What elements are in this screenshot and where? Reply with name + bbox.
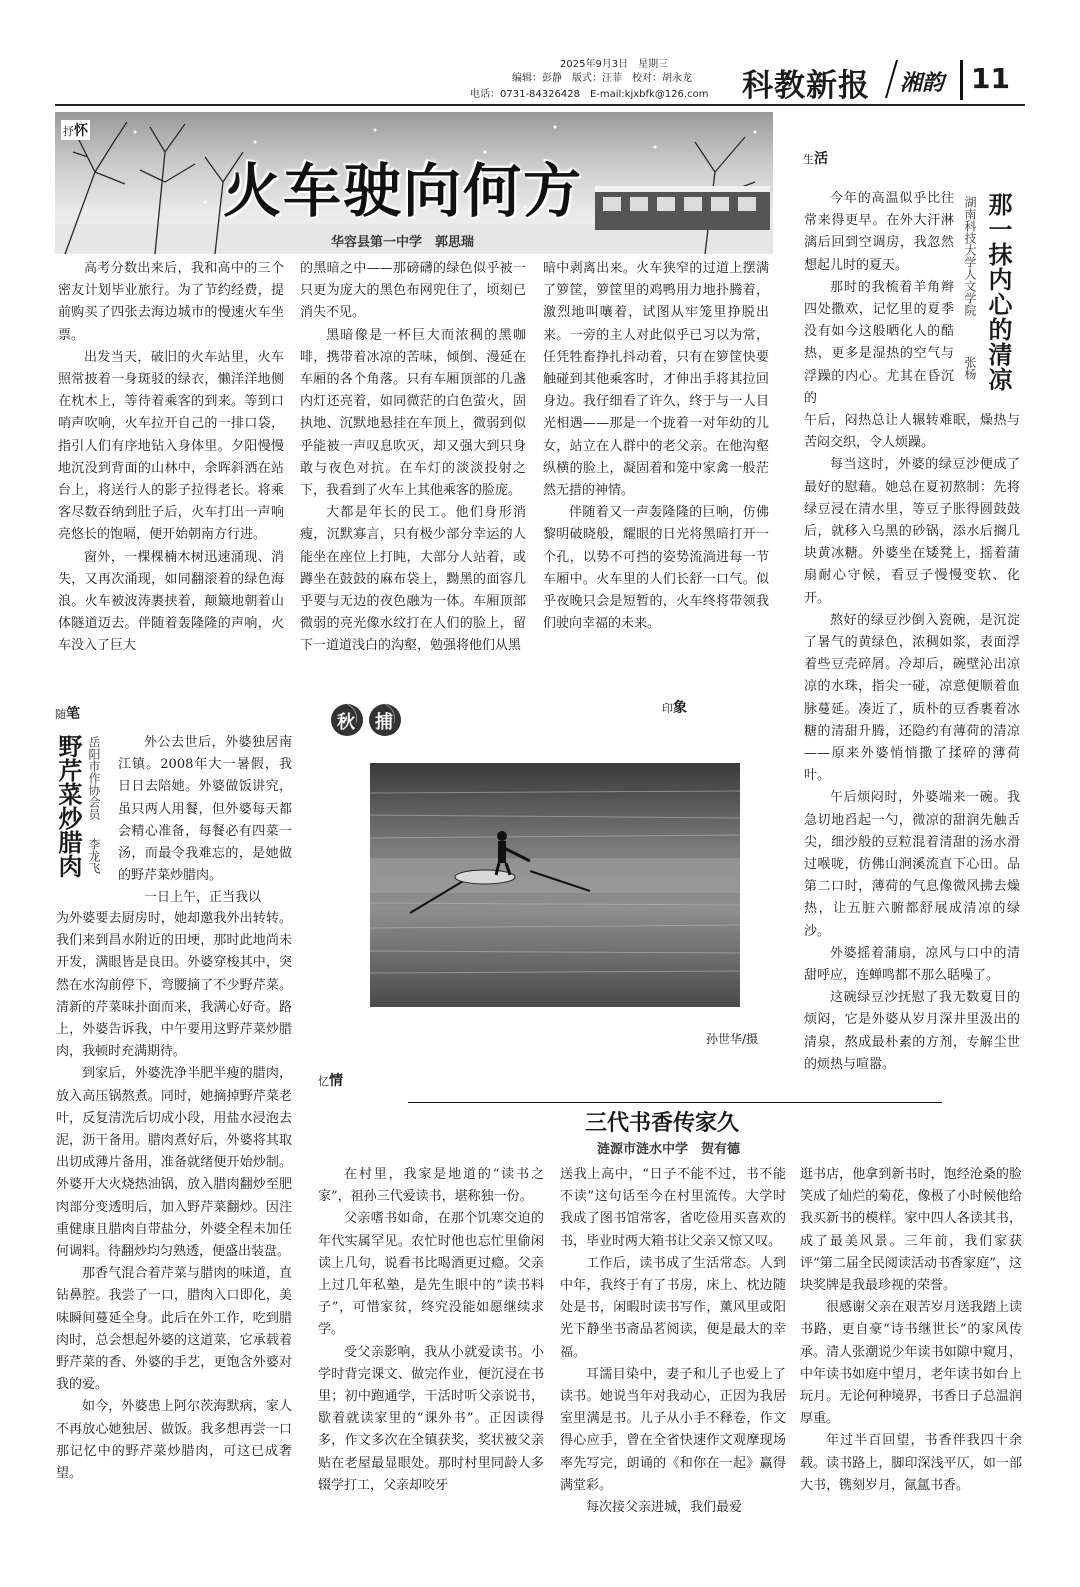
issue-date: 2025年9月3日 星期三 bbox=[560, 59, 669, 70]
tag-big-char: 情 bbox=[329, 1073, 343, 1089]
paragraph: 一日上午，正当我以 bbox=[144, 890, 262, 906]
paragraph: 外婆摇着蒲扇，凉风与口中的清甜呼应，连蝉鸣都不那么聒噪了。 bbox=[804, 945, 1020, 984]
header-rule bbox=[55, 104, 1025, 106]
paragraph: 黑暗像是一杯巨大而浓稠的黑咖啡，携带着冰凉的苦味，倾倒、漫延在车厢的各个角落。只有车厢顶部的几盏内灯还亮着，如同微茫的白色萤火，固执地、沉默地悬挂在车顶上，微弱到似乎能被一声叹息吹灭，却又强大到只身敢与夜色对抗。在车灯的淡淡投射之下，我看到了火车上其他乘客的脸庞。 bbox=[300, 327, 526, 499]
river-fisherman-photo bbox=[370, 763, 740, 1007]
paragraph: 午后，闷热总让人辗转难眠，燥热与苦闷交织，令人烦躁。 bbox=[804, 413, 1020, 451]
paragraph: 大都是年长的民工。他们身形消瘦，沉默寡言，只有极少部分幸运的人能坐在座位上打盹，大部分人站着，或蹲坐在鼓鼓的麻布袋上，黝黑的面容几乎要与无边的夜色融为一体。车厢顶部微弱的亮光像水纹打在人们的脸上，留下一道道浅白的沟壑，勉强将他们从黑 bbox=[300, 505, 526, 654]
badge-char: 捕 bbox=[375, 712, 393, 733]
photo-scene bbox=[370, 763, 740, 1007]
paragraph: 在村里，我家是地道的“读书之家”，祖孙三代爱读书，堪称独一份。 bbox=[318, 1167, 544, 1205]
article4-column-2 bbox=[560, 1164, 786, 1550]
section-tag-yiqing bbox=[318, 1070, 343, 1090]
article2-main-column bbox=[804, 410, 1020, 1072]
article-title: 野芹菜炒腊肉 bbox=[54, 734, 82, 878]
section-tag-yinxiang bbox=[662, 697, 687, 717]
paragraph: 今年的高温似乎比往常来得更早。在外大汗淋漓后回到空调房，我忽然想起儿时的夏天。 bbox=[804, 191, 954, 273]
badge-char: 秋 bbox=[337, 712, 355, 733]
paragraph: 工作后，读书成了生活常态。人到中年，我终于有了书房，床上、枕边随处是书，闲暇时读书写作，薰风里或阳光下静坐书斋品茗阅读，便是最大的幸福。 bbox=[560, 1255, 786, 1360]
tag-big-char: 象 bbox=[673, 700, 687, 716]
paragraph: 午后烦闷时，外婆端来一碗。我急切地舀起一勺，微凉的甜润先触舌尖，细沙般的豆粒混着清甜的汤水滑过喉咙，仿佛山涧溪流直下心田。品第二口时，薄荷的气息像微风拂去燥热，让五脏六腑都舒展成清凉的绿沙。 bbox=[804, 790, 1020, 939]
article4-column-3 bbox=[800, 1164, 1022, 1550]
article-title: 三代书香传家久 bbox=[585, 1111, 740, 1136]
section-tag-suibi bbox=[55, 703, 80, 723]
paragraph: 熬好的绿豆沙倒入瓷碗，是沉淀了暑气的黄绿色，浓稠如浆，表面浮着些豆壳碎屑。冷却后，碗壁沁出凉凉的水珠，指尖一碰，凉意便顺着血脉蔓延。凑近了，质朴的豆香裹着冰糖的清甜升腾，还隐约有薄荷的清凉——原来外婆悄悄撒了揉碎的薄荷叶。 bbox=[804, 612, 1020, 784]
paragraph: 那时的我梳着羊角辫四处撒欢，记忆里的夏季没有如今这般晒化人的酷热，更多是湿热的空气与浮躁的内心。尤其在昏沉的 bbox=[804, 279, 954, 406]
paragraph: 逛书店，他拿到新书时，饱经沧桑的脸笑成了灿烂的菊花，像极了小时候他给我买新书的模样。家中四人各读其书，成了最美风景。三年前，我们家获评“第二届全民阅读活动书香家庭”，这块奖牌是我最珍视的荣誉。 bbox=[800, 1167, 1022, 1294]
article4-column-1 bbox=[318, 1164, 544, 1550]
author-org: 湖南科技大学人文学院 bbox=[963, 196, 977, 316]
tag-big-char: 怀 bbox=[74, 123, 88, 139]
editors-line: 编辑：彭静 版式：汪菲 校对：胡永龙 bbox=[512, 73, 692, 84]
paragraph: 很感谢父亲在艰苦岁月送我踏上读书路，更自豪“诗书继世长”的家风传承。清人张潮说少年读书如隙中窥月，中年读书如庭中望月，老年读书如台上玩月。无论何种境界，书香日子总温润厚重。 bbox=[800, 1300, 1022, 1427]
paragraph: 如今，外婆患上阿尔茨海默病，家人不再放心她独居、做饭。我多想再尝一口那记忆中的野芹菜炒腊肉，可这已成奢望。 bbox=[56, 1399, 292, 1482]
tag-small-char: 抒 bbox=[63, 125, 74, 138]
article2-top-column bbox=[804, 188, 954, 420]
tag-small-char: 随 bbox=[55, 708, 66, 721]
photo-credit: 孙世华/摄 bbox=[706, 1032, 759, 1046]
paragraph: 耳濡目染中，妻子和儿子也爱上了读书。她说当年对我动心，正因为我居室里满是书。儿子从小手不释卷，作文得心应手，曾在全省快速作文观摩现场率先写完，朗诵的《和你在一起》赢得满堂彩。 bbox=[560, 1366, 786, 1493]
page-number: 11 bbox=[971, 62, 1010, 95]
tag-big-char: 笔 bbox=[66, 706, 80, 722]
author-name: 李龙飞 bbox=[87, 838, 101, 874]
paragraph: 的黑暗之中——那磅礴的绿色似乎被一只更为庞大的黑色布网兜住了，顷刻已消失不见。 bbox=[300, 261, 526, 321]
author-name: 张杨 bbox=[963, 356, 977, 380]
article1-column-3 bbox=[543, 258, 769, 674]
article1-column-1 bbox=[58, 258, 284, 674]
section-name: 湘韵 bbox=[900, 71, 945, 96]
masthead-slash bbox=[883, 58, 899, 100]
paragraph: 每次接父亲进城，我们最爱 bbox=[586, 1500, 743, 1516]
article-title: 火车驶向何方 bbox=[223, 157, 584, 225]
page-number-box bbox=[960, 60, 1010, 100]
paragraph: 伴随着又一声轰隆隆的巨响，仿佛黎明破晓般，耀眼的日光将黑暗打开一个孔，以势不可挡的姿势流淌进每一节车厢中。火车里的人们长舒一口气。似乎夜晚只会是短暂的，火车终将带领我们驶向幸福的未来。 bbox=[543, 505, 769, 632]
article1-column-2 bbox=[300, 258, 526, 674]
paragraph: 父亲嗜书如命，在那个饥寒交迫的年代实属罕见。农忙时他也忘忙里偷闲读上几句，说看书比喝酒更过瘾。父亲上过几年私塾，是先生眼中的“读书料子”，可惜家贫，终究没能如愿继续求学。 bbox=[318, 1211, 544, 1338]
article3-main-column bbox=[56, 908, 292, 1520]
article-title: 那一抹内心的清凉 bbox=[984, 192, 1012, 392]
article3-top-column bbox=[118, 732, 292, 906]
tag-big-char: 活 bbox=[814, 151, 828, 167]
paragraph: 那香气混合着芹菜与腊肉的味道，直钻鼻腔。我尝了一口，腊肉入口即化，美味瞬间蔓延全身。此后在外工作，吃到腊肉时，总会想起外婆的这道菜，它承载着野芹菜的香、外婆的手艺，更饱含外婆对我的爱。 bbox=[56, 1266, 292, 1393]
tag-small-char: 生 bbox=[803, 153, 814, 166]
article-banner bbox=[55, 112, 773, 254]
paragraph: 出发当天，破旧的火车站里，火车照常披着一身斑驳的绿衣，懒洋洋地侧在枕木上，等待着乘客的到来。等到口哨声吹响，火车拉开自己的一排口袋，指引人们有序地钻入身体里。夕阳慢慢地沉没到背面的山林中，余晖斜洒在站台上，将送行人的影子拉得老长。将乘客尽数吞纳到肚子后，火车打出一声响亮悠长的饱嗝，便开始朝南方行进。 bbox=[58, 349, 284, 543]
tag-small-char: 印 bbox=[662, 702, 673, 715]
title-rule bbox=[408, 1102, 942, 1103]
paragraph: 暗中剥离出来。火车狭窄的过道上摆满了箩筐，箩筐里的鸡鸭用力地扑腾着，激烈地叫嚷着，试图从牢笼里挣脱出来。一旁的主人对此似乎已习以为常，任凭牲畜挣扎抖动着，只有在箩筐快要触碰到其他乘客时，才伸出手将其拉回身边。我仔细看了许久，终于与一人目光相遇——那是一个拢着一对年幼的儿女，站立在人群中的老父亲。在他沟壑纵横的脸上，凝固着和笼中家禽一般茫然无措的神情。 bbox=[543, 261, 769, 499]
tag-small-char: 忆 bbox=[318, 1075, 329, 1088]
article-byline: 华容县第一中学 郭思瑞 bbox=[331, 235, 475, 250]
paragraph: 外公去世后，外婆独居南江镇。2008年大一暑假，我日日去陪她。外婆做饭讲究，虽只两人用餐，但外婆每天都会精心准备，每餐必有四菜一汤，而最令我难忘的，是她做的野芹菜炒腊肉。 bbox=[118, 735, 292, 884]
paragraph: 这碗绿豆沙抚慰了我无数夏日的烦闷，它是外婆从岁月深井里汲出的清泉，熬成最朴素的方剂，专解尘世的烦热与喧嚣。 bbox=[804, 990, 1020, 1072]
paragraph: 送我上高中，“日子不能不过，书不能不读”这句话至今在村里流传。大学时我成了图书馆常客，省吃俭用买喜欢的书，毕业时两大箱书让父亲又惊又叹。 bbox=[560, 1167, 786, 1249]
section-tag-shenghuo bbox=[803, 148, 828, 168]
article-byline: 涟源市涟水中学 贺有德 bbox=[597, 1142, 741, 1157]
section-tag-shuhuai bbox=[61, 120, 90, 140]
paragraph: 到家后，外婆洗净半肥半瘦的腊肉，放入高压锅熬煮。同时，她摘掉野芹菜老叶，反复清洗后切成小段，用盐水浸泡去泥，沥干备用。腊肉煮好后，外婆将其取出切成薄片备用，准备就绪便开始炒制。外婆开大火烧热油锅，放入腊肉翻炒至肥肉部分变透明后，加入野芹菜翻炒。因注重健康且腊肉自带盐分，外婆全程未加任何调料。待翻炒均匀熟透，便盛出装盘。 bbox=[56, 1066, 292, 1260]
paragraph: 高考分数出来后，我和高中的三个密友计划毕业旅行。为了节约经费，提前购买了四张去海边城市的慢速火车坐票。 bbox=[58, 261, 284, 343]
author-org: 岳阳市作协会员 bbox=[87, 736, 101, 820]
paragraph: 每当这时，外婆的绿豆沙便成了最好的慰藉。她总在夏初熬制：先将绿豆浸在清水里，等豆子胀得圆鼓鼓后，就移入乌黑的砂锅，添水后搁几块黄冰糖。外婆坐在矮凳上，摇着蒲扇耐心守候，看豆子慢慢变软、化开。 bbox=[804, 457, 1020, 606]
paragraph: 受父亲影响，我从小就爱读书。小学时背完课文、做完作业，便沉浸在书里；初中跑通学，干活时听父亲说书，歇着就读家里的“课外书”。正因读得多，作文多次在全镇获奖，奖状被父亲贴在老屋最显眼处。那时村里同龄人多辍学打工，父亲却咬牙 bbox=[318, 1344, 544, 1493]
paragraph: 窗外，一棵棵楠木树迅速涌现、消失，又再次涌现，如同翻滚着的绿色海浪。火车被波涛裹挟着，颠簸地朝着山体隧道迈去。伴随着轰隆隆的声响，火车没入了巨大 bbox=[58, 549, 284, 654]
paragraph: 年过半百回望，书香伴我四十余载。读书路上，脚印深浅平仄，如一部大书，镌刻岁月，氤氲书香。 bbox=[800, 1433, 1022, 1493]
photo-badge bbox=[330, 703, 410, 741]
newspaper-masthead: 科教新报 bbox=[742, 68, 870, 104]
contact-line: 电话：0731-84326428 E-mail:kjxbfk@126.com bbox=[470, 89, 709, 100]
paragraph: 为外婆要去厨房时，她却邀我外出转转。我们来到昌水附近的田埂，那时此地尚未开发，满眼皆是良田。外婆穿梭其中，突然在水沟前停下，弯腰摘了不少野芹菜。清新的芹菜味扑面而来，我满心好奇。路上，外婆告诉我，中午要用这野芹菜炒腊肉，我顿时充满期待。 bbox=[56, 911, 292, 1060]
